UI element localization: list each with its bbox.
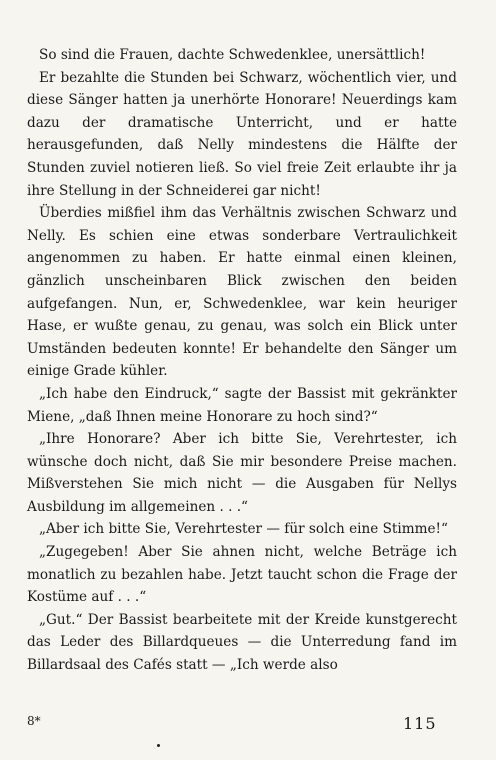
paragraph: „Ihre Honorare? Aber ich bitte Sie, Verehrtester, ich wünsche doch nicht, daß Sie mir besondere Preise machen. Mißverstehen Sie mich nicht — die Ausgaben für Nellys Ausbildung im allgemeinen . . .“ — [27, 431, 457, 515]
paragraph: „Ich habe den Eindruck,“ sagte der Bassist mit gekränkter Miene, „daß Ihnen meine Honorare zu hoch sind?“ — [27, 385, 457, 425]
paragraph: „Gut.“ Der Bassist bearbeitete mit der Kreide kunstgerecht das Leder des Billardqueues — die Unterredung fand im Billardsaal des Cafés statt — „Ich werde also — [27, 611, 457, 674]
paragraph: „Zugegeben! Aber Sie ahnen nicht, welche Beträge ich monatlich zu bezahlen habe. Jetzt taucht schon die Frage der Kostüme auf . . .“ — [27, 544, 457, 606]
ink-dot — [157, 744, 160, 747]
page-number: 115 — [403, 714, 437, 733]
page-footer — [0, 714, 496, 738]
paragraph: „Aber ich bitte Sie, Verehrtester — für solch eine Stimme!“ — [39, 521, 448, 538]
page-body — [27, 44, 457, 677]
signature-mark: 8* — [27, 714, 41, 728]
paragraph: Überdies mißfiel ihm das Verhältnis zwischen Schwarz und Nelly. Es schien eine etwas sonderbare Vertraulichkeit angenommen zu haben. Er hatte einmal einen kleinen, gänzlich unscheinbaren Blick zwischen den beiden aufgefangen. Nun, er, Schwedenklee, war kein heuriger Hase, er wußte genau, zu genau, was solch ein Blick unter Umständen bedeuten konnte! Er behandelte den Sänger um einige Grade kühler. — [27, 205, 457, 380]
paragraph: So sind die Frauen, dachte Schwedenklee, unersättlich! — [39, 47, 426, 63]
paragraph: Er bezahlte die Stunden bei Schwarz, wöchentlich vier, und diese Sänger hatten ja unerhörte Honorare! Neuerdings kam dazu der dramatische Unterricht, und er hatte herausgefunden, daß Nelly mindestens die Hälfte der Stunden zuviel notieren ließ. So viel freie Zeit erlaubte ihr ja ihre Stellung in der Schneiderei gar nicht! — [27, 69, 457, 199]
